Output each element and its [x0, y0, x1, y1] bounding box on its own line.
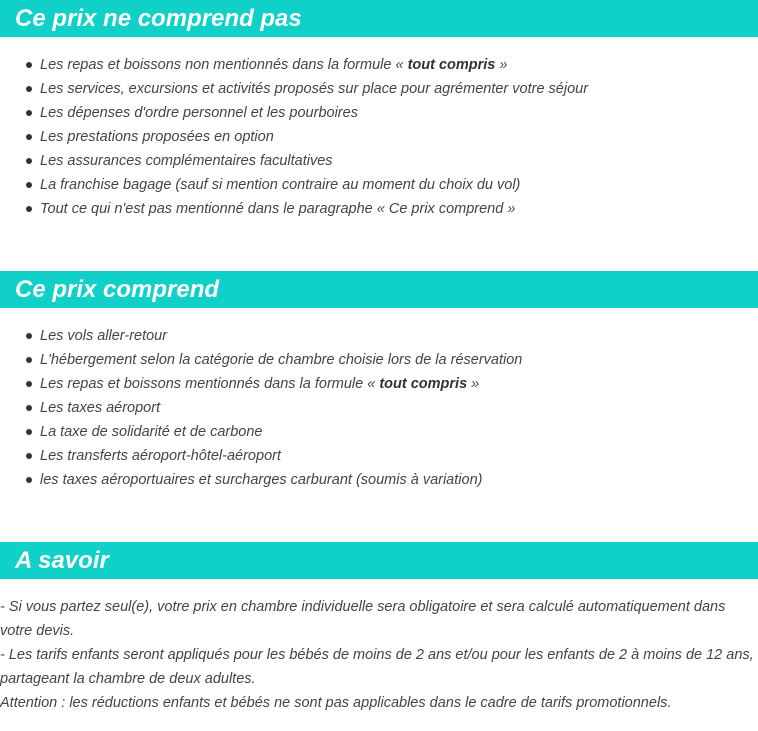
- bullet-icon: [26, 158, 32, 164]
- bullet-icon: [26, 182, 32, 188]
- bullet-icon: [26, 86, 32, 92]
- list-item: Les repas et boissons mentionnés dans la formule « tout compris »: [0, 372, 758, 396]
- bullet-icon: [26, 381, 32, 387]
- section-title-info: A savoir: [0, 542, 758, 579]
- list-item: Les taxes aéroport: [0, 396, 758, 420]
- bullet-icon: [26, 333, 32, 339]
- list-item: les taxes aéroportuaires et surcharges carburant (soumis à variation): [0, 468, 758, 492]
- section-title-included: Ce prix comprend: [0, 271, 758, 308]
- bullet-icon: [26, 405, 32, 411]
- list-item: La franchise bagage (sauf si mention contraire au moment du choix du vol): [0, 173, 758, 197]
- list-item: Tout ce qui n'est pas mentionné dans le paragraphe « Ce prix comprend »: [0, 197, 758, 221]
- bullet-icon: [26, 206, 32, 212]
- bullet-icon: [26, 453, 32, 459]
- list-item: Les prestations proposées en option: [0, 125, 758, 149]
- list-item: L'hébergement selon la catégorie de chambre choisie lors de la réservation: [0, 348, 758, 372]
- included-list: [0, 324, 758, 492]
- list-item: Les transferts aéroport-hôtel-aéroport: [0, 444, 758, 468]
- bullet-icon: [26, 357, 32, 363]
- bullet-icon: [26, 62, 32, 68]
- bullet-icon: [26, 477, 32, 483]
- list-item: Les services, excursions et activités proposés sur place pour agrémenter votre séjour: [0, 77, 758, 101]
- list-item: La taxe de solidarité et de carbone: [0, 420, 758, 444]
- list-item: Les assurances complémentaires facultatives: [0, 149, 758, 173]
- info-paragraph-warning: Attention : les réductions enfants et bébés ne sont pas applicables dans le cadre de tarifs promotionnels.: [0, 695, 672, 711]
- info-paragraph-single: - Si vous partez seul(e), votre prix en chambre individuelle sera obligatoire et sera calculé automatiquement dans votre devis.: [0, 599, 726, 639]
- section-title-excluded: Ce prix ne comprend pas: [0, 0, 758, 37]
- list-item: Les vols aller-retour: [0, 324, 758, 348]
- info-paragraph-children: - Les tarifs enfants seront appliqués pour les bébés de moins de 2 ans et/ou pour les enfants de 2 à moins de 12 ans, partageant la chambre de deux adultes.: [0, 647, 754, 687]
- bullet-icon: [26, 429, 32, 435]
- info-text: [0, 595, 758, 715]
- bullet-icon: [26, 110, 32, 116]
- list-item: Les dépenses d'ordre personnel et les pourboires: [0, 101, 758, 125]
- list-item: Les repas et boissons non mentionnés dans la formule « tout compris »: [0, 53, 758, 77]
- bullet-icon: [26, 134, 32, 140]
- excluded-list: [0, 53, 758, 221]
